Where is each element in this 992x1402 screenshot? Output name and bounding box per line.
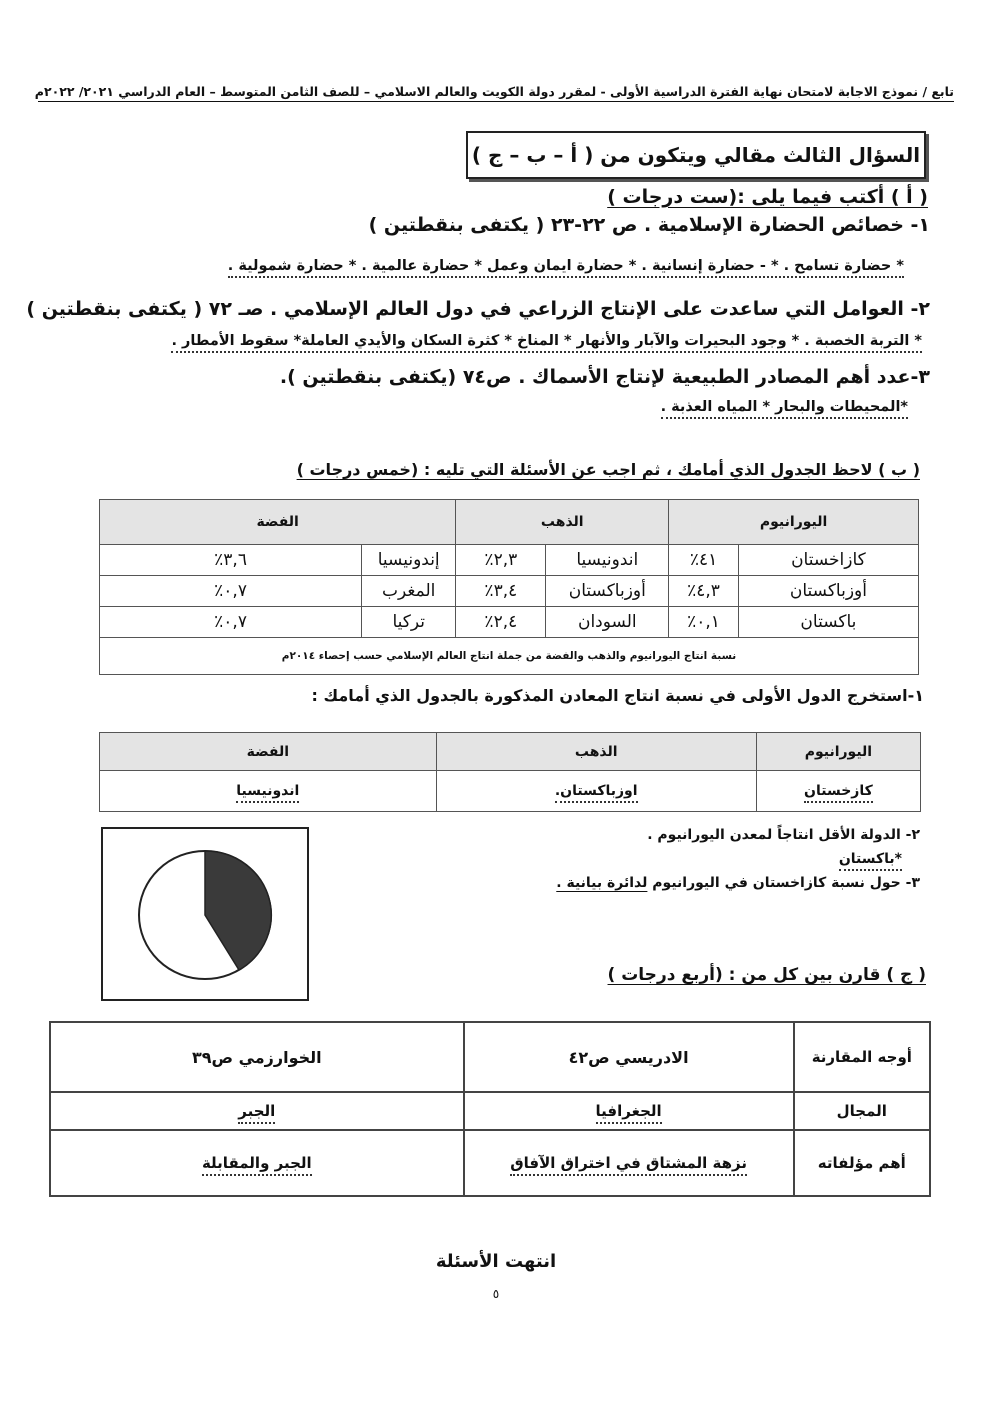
table-header-row [100, 733, 921, 771]
comparison-table [49, 1021, 931, 1197]
cell-country: السودان [546, 607, 669, 638]
answer-uranium: كازخستان [756, 771, 920, 812]
header-khwarizmi: الخوارزمي ص٣٩ [50, 1022, 464, 1092]
row-label: أهم مؤلفاته [794, 1130, 930, 1196]
page-number: ٥ [492, 1287, 500, 1301]
row-label: المجال [794, 1092, 930, 1130]
part-b-q1-question: ١-استخرج الدول الأولى في نسبة انتاج المعادن المذكورة بالجدول الذي أمامك : [311, 686, 924, 705]
part-a-q3-question: ٣-عدد أهم المصادر الطبيعية لإنتاج الأسماك . ص٧٤ (يكتفى بنقطتين ). [279, 366, 930, 388]
minerals-production-table [99, 499, 919, 675]
header-gold: الذهب [436, 733, 756, 771]
table-row [100, 576, 919, 607]
cell-country: باكستان [738, 607, 918, 638]
end-of-questions: انتهت الأسئلة [435, 1251, 557, 1272]
part-a-q1-answer: * حضارة تسامح . * - حضارة إنسانية . * حضارة ايمان وعمل * حضارة عالمية . * حضارة شمولية . [228, 258, 904, 274]
cell-percent: ٠,١٪ [669, 607, 739, 638]
table-caption-row [100, 638, 919, 675]
table-row [50, 1092, 930, 1130]
pie-chart [103, 829, 307, 999]
part-b-q3-question: ٣- حول نسبة كازاخستان في اليورانيوم لدائرة بيانية . [556, 875, 920, 891]
part-a-q3-answer: *المحيطات والبحار * المياه العذبة . [661, 399, 908, 415]
part-a-q1-question: ١- خصائص الحضارة الإسلامية . ص ٢٢-٢٣ ( يكتفى بنقطتين ) [368, 214, 930, 236]
header-uranium: اليورانيوم [756, 733, 920, 771]
header-silver: الفضة [100, 500, 456, 545]
part-b-heading: ( ب ) لاحظ الجدول الذي أمامك ، ثم اجب عن الأسئلة التي تليه : (خمس درجات ) [296, 460, 920, 479]
question-title: السؤال الثالث مقالي ويتكون من ( أ – ب – ج ) [471, 143, 921, 167]
cell-country: المغرب [362, 576, 456, 607]
cell-khwarizmi: الجبر والمقابلة [50, 1130, 464, 1196]
cell-country: كازاخستان [738, 545, 918, 576]
cell-country: أوزباكستان [546, 576, 669, 607]
cell-percent: ٢,٣٪ [456, 545, 546, 576]
answer-gold: اوزباكستان. [436, 771, 756, 812]
cell-percent: ٢,٤٪ [456, 607, 546, 638]
part-b-q2-question: ٢- الدولة الأقل انتاجاً لمعدن اليورانيوم . [647, 827, 920, 843]
table-row [50, 1130, 930, 1196]
comparison-header-label: أوجه المقارنة [794, 1022, 930, 1092]
cell-country: أوزباكستان [738, 576, 918, 607]
cell-country: تركيا [362, 607, 456, 638]
table-header-row [50, 1022, 930, 1092]
cell-percent: ٣,٦٪ [100, 545, 362, 576]
cell-country: إندونيسيا [362, 545, 456, 576]
table-row [100, 771, 921, 812]
cell-idrisi: نزهة المشتاق في اختراق الآفاق [464, 1130, 794, 1196]
question-title-box [466, 131, 926, 179]
document-header: تابع / نموذج الاجابة لامتحان نهاية الفترة الدراسية الأولى - لمقرر دولة الكويت والعالم الاسلامي – للصف الثامن المتوسط – العام الدراسي ٢٠٢١/ ٢٠٢٢م [38, 84, 954, 102]
cell-country: اندونيسيا [546, 545, 669, 576]
pie-chart-box [101, 827, 309, 1001]
table-caption: نسبة انتاج اليورانيوم والذهب والفضة من جملة انتاج العالم الإسلامي حسب إحصاء ٢٠١٤م [100, 638, 919, 675]
cell-idrisi: الجغرافيا [464, 1092, 794, 1130]
table-row [100, 607, 919, 638]
cell-percent: ٠,٧٪ [100, 576, 362, 607]
part-a-q2-question: ٢- العوامل التي ساعدت على الإنتاج الزراعي في دول العالم الإسلامي . صـ ٧٢ ( يكتفى بنقطتين ) [26, 298, 930, 320]
header-gold: الذهب [456, 500, 669, 545]
part-b-q2-answer: *باكستان [839, 851, 902, 867]
cell-percent: ٤١٪ [669, 545, 739, 576]
header-idrisi: الادريسي ص٤٢ [464, 1022, 794, 1092]
part-a-heading: ( أ ) أكتب فيما يلى :(ست درجات ) [607, 186, 928, 208]
cell-khwarizmi: الجبر [50, 1092, 464, 1130]
cell-percent: ٣,٤٪ [456, 576, 546, 607]
part-a-q2-answer: * التربة الخصبة . * وجود البحيرات والآبار والأنهار * المناخ * كثرة السكان والأيدي العاملة* سقوط الأمطار . [171, 333, 922, 349]
top-producers-table [99, 732, 921, 812]
header-uranium: اليورانيوم [669, 500, 919, 545]
part-c-heading: ( ج ) قارن بين كل من : (أربع درجات ) [607, 965, 926, 985]
cell-percent: ٠,٧٪ [100, 607, 362, 638]
header-silver: الفضة [100, 733, 437, 771]
table-header-row [100, 500, 919, 545]
answer-silver: اندونيسيا [100, 771, 437, 812]
table-row [100, 545, 919, 576]
cell-percent: ٤,٣٪ [669, 576, 739, 607]
